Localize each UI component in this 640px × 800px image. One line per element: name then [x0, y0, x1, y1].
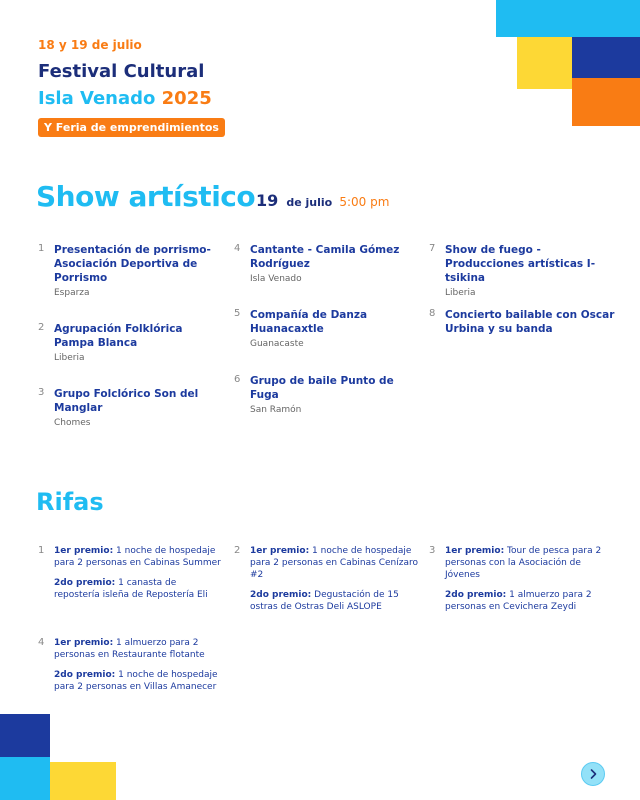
- second-prize: 2do premio: Degustación de 15 ostras de Ostras Deli ASLOPE: [250, 590, 399, 612]
- show-item: [429, 243, 615, 298]
- show-item-number: 2: [38, 322, 45, 333]
- second-prize: 2do premio: 1 noche de hospedaje para 2 personas en Villas Amanecer: [54, 670, 218, 692]
- show-item-number: 5: [234, 308, 241, 319]
- next-button[interactable]: [581, 762, 605, 786]
- prize-item: [38, 545, 224, 609]
- show-item-number: 8: [429, 308, 436, 319]
- prize-number: 1: [38, 545, 45, 556]
- prize-number: 2: [234, 545, 241, 556]
- show-item-place: Esparza: [54, 288, 90, 298]
- show-day: 19: [256, 191, 279, 210]
- show-item-number: 7: [429, 243, 436, 254]
- prize-item: [234, 545, 420, 621]
- show-item-place: Liberia: [54, 353, 85, 363]
- prize-item: [429, 545, 615, 621]
- show-item-name: Agrupación Folklórica Pampa Blanca: [54, 323, 183, 349]
- show-item-place: Isla Venado: [250, 274, 302, 284]
- show-item-name: Presentación de porrismo-Asociación Deportiva de Porrismo: [54, 244, 211, 284]
- show-time: 5:00 pm: [339, 195, 390, 209]
- second-prize: 2do premio: 1 canasta de repostería isleña de Repostería Eli: [54, 578, 208, 600]
- show-item: [234, 243, 420, 284]
- show-item-name: Compañía de Danza Huanacaxtle: [250, 309, 368, 335]
- prize-number: 3: [429, 545, 436, 556]
- show-item-number: 1: [38, 243, 45, 254]
- show-item-name: Cantante - Camila Gómez Rodríguez: [250, 244, 400, 270]
- prize-item: [38, 637, 224, 701]
- decor-block-orange: [572, 78, 640, 126]
- show-item: [234, 374, 420, 415]
- show-month: de julio: [286, 196, 333, 209]
- decor-block-cyan-bottom: [0, 757, 50, 800]
- festival-year: 2025: [161, 88, 212, 109]
- show-item-name: Grupo de baile Punto de Fuga: [250, 375, 394, 401]
- chevron-right-icon: [587, 768, 599, 780]
- decor-block-cyan: [496, 0, 640, 37]
- show-item-number: 3: [38, 387, 45, 398]
- show-item-place: Chomes: [54, 418, 91, 428]
- show-item-number: 4: [234, 243, 241, 254]
- first-prize: 1er premio: Tour de pesca para 2 personas con la Asociación de Jóvenes: [445, 546, 602, 580]
- show-date: [256, 191, 389, 210]
- show-item-place: San Ramón: [250, 405, 302, 415]
- decor-block-navy-bottom: [0, 714, 50, 757]
- show-item: [234, 308, 420, 349]
- festival-title: Festival Cultural: [38, 61, 205, 82]
- prize-number: 4: [38, 637, 45, 648]
- festival-dates: 18 y 19 de julio: [38, 38, 142, 52]
- festival-place: [38, 88, 212, 110]
- first-prize: 1er premio: 1 noche de hospedaje para 2 personas en Cabinas Cenízaro #2: [250, 546, 418, 580]
- show-item: [38, 387, 224, 428]
- show-item: [429, 308, 615, 336]
- festival-badge: Y Feria de emprendimientos: [38, 118, 225, 137]
- show-item-place: Guanacaste: [250, 339, 304, 349]
- second-prize: 2do premio: 1 almuerzo para 2 personas en Cevichera Zeydi: [445, 590, 592, 612]
- decor-block-yellow-bottom: [50, 762, 116, 800]
- decor-block-yellow: [517, 37, 572, 89]
- show-item: [38, 322, 224, 363]
- show-item: [38, 243, 224, 298]
- decor-block-navy: [572, 37, 640, 78]
- show-item-name: Show de fuego - Producciones artísticas I-tsikina: [445, 244, 596, 284]
- show-item-name: Grupo Folclórico Son del Manglar: [54, 388, 199, 414]
- show-item-number: 6: [234, 374, 241, 385]
- first-prize: 1er premio: 1 noche de hospedaje para 2 personas en Cabinas Summer: [54, 546, 221, 568]
- show-title: Show artístico: [36, 180, 256, 213]
- show-item-name: Concierto bailable con Oscar Urbina y su banda: [445, 309, 615, 335]
- festival-place-name: Isla Venado: [38, 88, 156, 109]
- rifas-title: Rifas: [36, 488, 104, 516]
- show-item-place: Liberia: [445, 288, 476, 298]
- first-prize: 1er premio: 1 almuerzo para 2 personas en Restaurante flotante: [54, 638, 205, 660]
